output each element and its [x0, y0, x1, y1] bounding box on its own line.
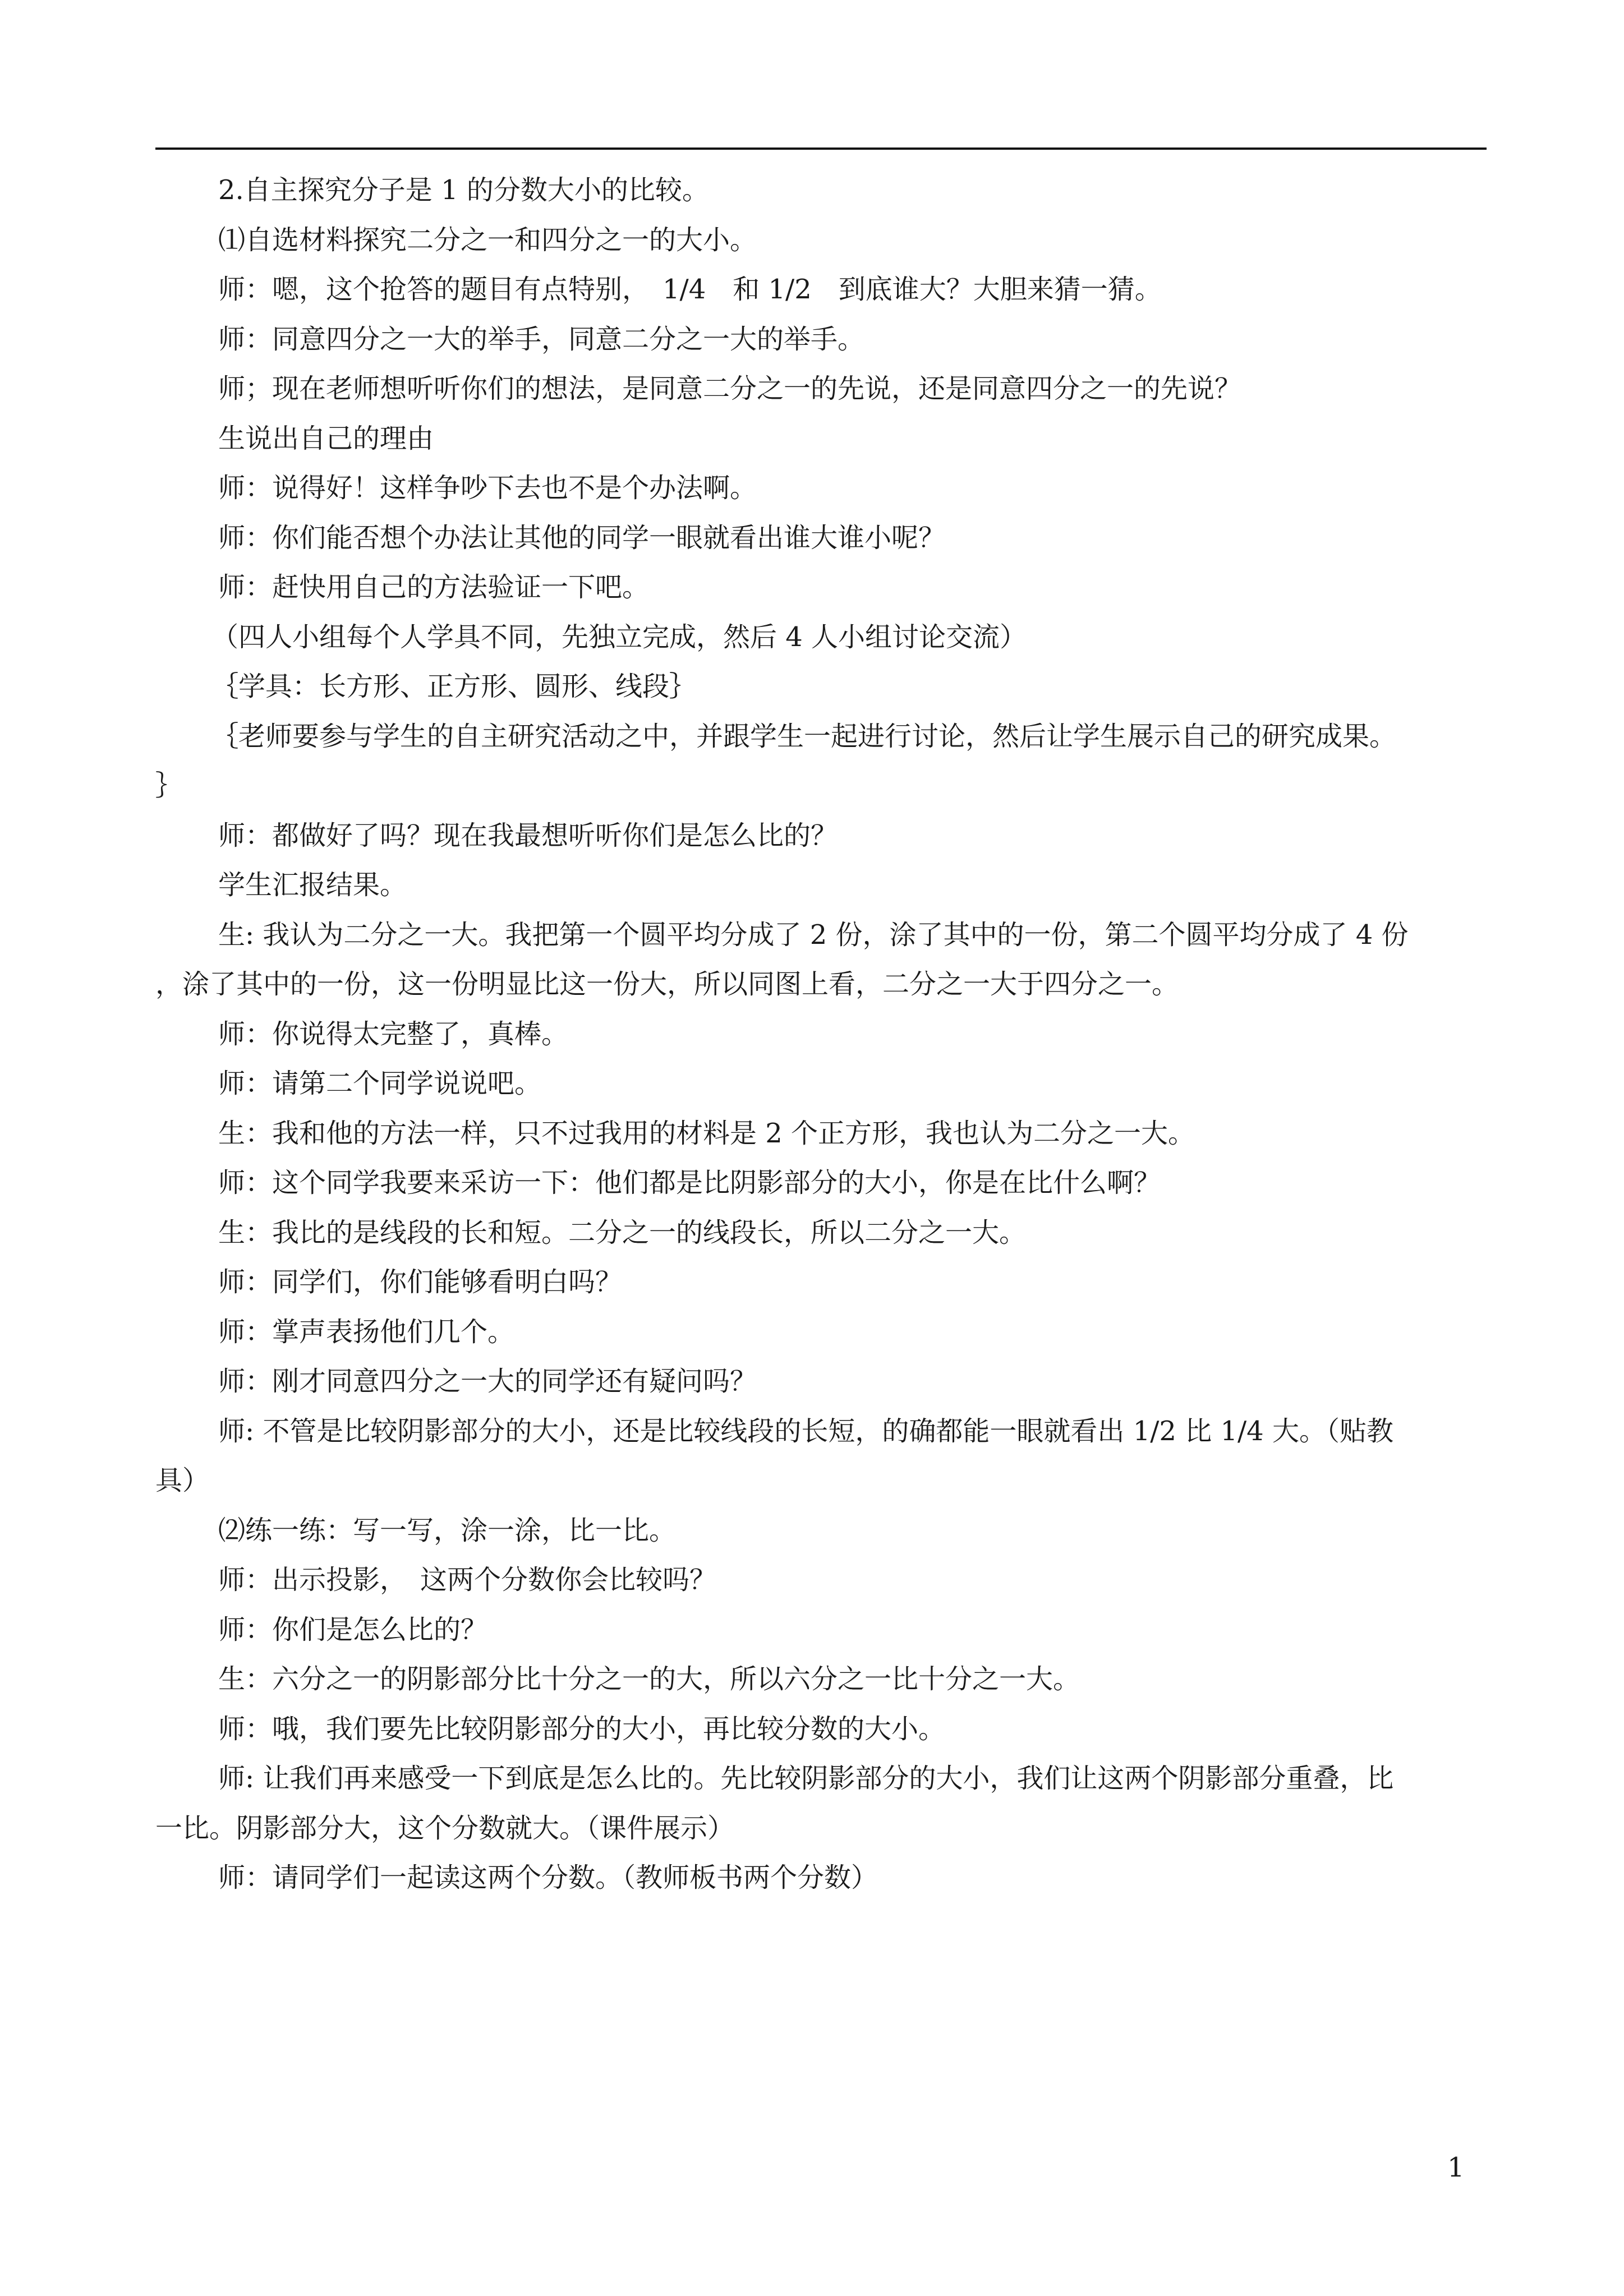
- paragraph-continuation: 一比。阴影部分大，这个分数就大。（课件展示）: [155, 1812, 735, 1844]
- paragraph: 师：你们是怎么比的？: [218, 1613, 488, 1645]
- paragraph-continuation: 具）: [155, 1465, 210, 1496]
- paragraph: 师: 让我们再来感受一下到底是怎么比的。先比较阴影部分的大小，我们让这两个阴影部分重叠，比: [218, 1763, 1394, 1794]
- paragraph: 师：掌声表扬他们几个。: [218, 1316, 515, 1348]
- paragraph-note: （四人小组每个人学具不同，先独立完成，然后 4 人小组讨论交流）: [211, 621, 1027, 653]
- paragraph: 师：同意四分之一大的举手，同意二分之一大的举手。: [218, 323, 865, 355]
- paragraph: 师：同学们，你们能够看明白吗？: [218, 1266, 623, 1298]
- paragraph: 师；现在老师想听听你们的想法，是同意二分之一的先说，还是同意四分之一的先说？: [218, 373, 1242, 404]
- paragraph: 师：哦，我们要先比较阴影部分的大小，再比较分数的大小。: [218, 1713, 946, 1745]
- paragraph: 师：请第二个同学说说吧。: [218, 1068, 542, 1099]
- paragraph: 师：刚才同意四分之一大的同学还有疑问吗？: [218, 1366, 757, 1397]
- header-rule: [155, 147, 1487, 150]
- paragraph: 生：我和他的方法一样，只不过我用的材料是 2 个正方形，我也认为二分之一大。: [218, 1117, 1195, 1149]
- paragraph: 师：你说得太完整了，真棒。: [218, 1018, 569, 1050]
- document-body: [155, 165, 1487, 1903]
- paragraph: 生: 我认为二分之一大。我把第一个圆平均分成了 2 份，涂了其中的一份，第二个圆平均分成了 4 份: [218, 919, 1409, 951]
- paragraph: 师: 不管是比较阴影部分的大小，还是比较线段的长短，的确都能一眼就看出 1/2 比 1/4 大。（贴教: [218, 1415, 1393, 1447]
- subsection-heading: ⑵练一练：写一写，涂一涂，比一比。: [218, 1514, 677, 1546]
- paragraph-note: ｛老师要参与学生的自主研究活动之中，并跟学生一起进行讨论，然后让学生展示自己的研究成果。: [211, 720, 1397, 752]
- paragraph: 师：你们能否想个办法让其他的同学一眼就看出谁大谁小呢？: [218, 522, 946, 554]
- paragraph-continuation: ｝: [155, 770, 183, 801]
- paragraph: 生：我比的是线段的长和短。二分之一的线段长，所以二分之一大。: [218, 1216, 1027, 1248]
- paragraph-note: ｛学具：长方形、正方形、圆形、线段｝: [211, 671, 697, 702]
- section-heading: 2.自主探究分子是 1 的分数大小的比较。: [218, 174, 709, 206]
- subsection-heading: ⑴自选材料探究二分之一和四分之一的大小。: [218, 224, 757, 256]
- page-number: 1: [1447, 2152, 1465, 2183]
- paragraph: 师：赶快用自己的方法验证一下吧。: [218, 571, 650, 603]
- paragraph-continuation: ，涂了其中的一份，这一份明显比这一份大，所以同图上看，二分之一大于四分之一。: [155, 969, 1179, 1000]
- paragraph: 师：说得好！这样争吵下去也不是个办法啊。: [218, 472, 757, 504]
- paragraph: 师：嗯，这个抢答的题目有点特别， 1/4 和 1/2 到底谁大？大胆来猜一猜。: [218, 274, 1162, 305]
- paragraph: 生说出自己的理由: [218, 422, 434, 454]
- paragraph: 师：这个同学我要来采访一下：他们都是比阴影部分的大小，你是在比什么啊？: [218, 1167, 1161, 1198]
- paragraph: 师：请同学们一起读这两个分数。（教师板书两个分数）: [218, 1862, 878, 1893]
- paragraph: 生：六分之一的阴影部分比十分之一的大，所以六分之一比十分之一大。: [218, 1663, 1080, 1695]
- paragraph: 学生汇报结果。: [218, 869, 407, 901]
- paragraph: 师：出示投影， 这两个分数你会比较吗？: [218, 1564, 717, 1596]
- paragraph: 师：都做好了吗？现在我最想听听你们是怎么比的？: [218, 819, 838, 851]
